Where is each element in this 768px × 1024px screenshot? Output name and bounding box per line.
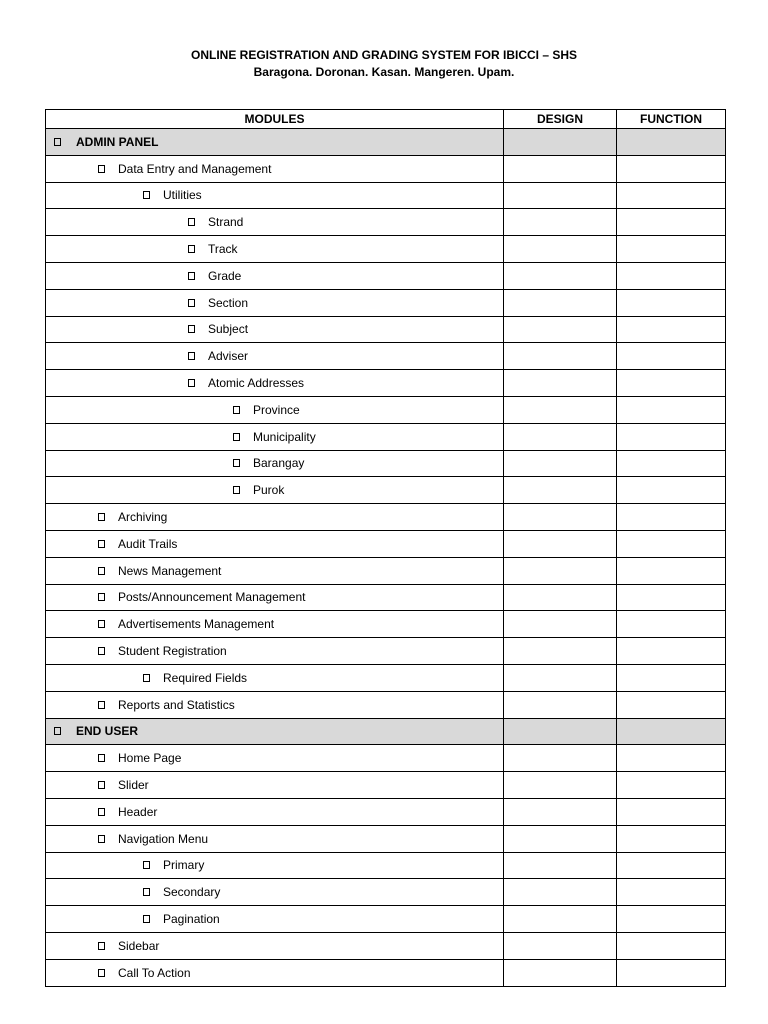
module-cell (46, 396, 504, 423)
module-label: Slider (118, 778, 149, 793)
design-cell (504, 772, 617, 799)
table-row (46, 959, 726, 986)
design-cell (504, 396, 617, 423)
checkbox-bullet-icon (143, 861, 150, 869)
table-header-row (46, 110, 726, 129)
module-label: Home Page (118, 751, 182, 766)
table-row (46, 370, 726, 397)
function-cell (617, 798, 726, 825)
module-label: Required Fields (163, 670, 248, 685)
module-label: Advertisements Management (118, 617, 275, 632)
function-cell (617, 477, 726, 504)
module-label: Utilities (163, 188, 202, 203)
module-cell (46, 584, 504, 611)
design-cell (504, 316, 617, 343)
checkbox-bullet-icon (98, 540, 105, 548)
checkbox-bullet-icon (143, 191, 150, 199)
module-label: Section (208, 295, 249, 310)
module-cell (46, 718, 504, 745)
table-row (46, 236, 726, 263)
checkbox-bullet-icon (188, 352, 195, 360)
table-row (46, 664, 726, 691)
module-label: Municipality (253, 429, 316, 444)
section-row (46, 718, 726, 745)
checkbox-bullet-icon (233, 486, 240, 494)
design-cell (504, 825, 617, 852)
module-cell (46, 852, 504, 879)
module-cell (46, 557, 504, 584)
table-row (46, 396, 726, 423)
table-row (46, 209, 726, 236)
function-cell (617, 879, 726, 906)
module-label: ADMIN PANEL (76, 134, 159, 149)
function-cell (617, 959, 726, 986)
checkbox-bullet-icon (98, 808, 105, 816)
section-row (46, 129, 726, 156)
checkbox-bullet-icon (188, 272, 195, 280)
design-cell (504, 236, 617, 263)
checkbox-bullet-icon (54, 727, 61, 735)
function-cell (617, 396, 726, 423)
module-label: Adviser (208, 349, 249, 364)
design-cell (504, 557, 617, 584)
module-cell (46, 182, 504, 209)
checkbox-bullet-icon (143, 915, 150, 923)
module-label: Sidebar (118, 938, 160, 953)
document-header (0, 47, 768, 81)
checkbox-bullet-icon (98, 593, 105, 601)
column-header-design: DESIGN (504, 110, 617, 129)
design-cell (504, 959, 617, 986)
module-label: Primary (163, 858, 205, 873)
design-cell (504, 691, 617, 718)
module-label: Secondary (163, 885, 221, 900)
table-row (46, 852, 726, 879)
function-cell (617, 316, 726, 343)
design-cell (504, 182, 617, 209)
module-checklist-table (45, 109, 726, 987)
checkbox-bullet-icon (98, 647, 105, 655)
checkbox-bullet-icon (188, 299, 195, 307)
checkbox-bullet-icon (188, 325, 195, 333)
module-label: Posts/Announcement Management (118, 590, 306, 605)
checkbox-bullet-icon (98, 567, 105, 575)
table-row (46, 530, 726, 557)
design-cell (504, 209, 617, 236)
checkbox-bullet-icon (188, 379, 195, 387)
function-cell (617, 691, 726, 718)
function-cell (617, 745, 726, 772)
function-cell (617, 155, 726, 182)
checkbox-bullet-icon (98, 781, 105, 789)
module-cell (46, 370, 504, 397)
design-cell (504, 477, 617, 504)
module-cell (46, 450, 504, 477)
module-cell (46, 906, 504, 933)
module-label: Call To Action (118, 965, 191, 980)
module-cell (46, 825, 504, 852)
function-cell (617, 129, 726, 156)
module-cell (46, 209, 504, 236)
module-cell (46, 504, 504, 531)
function-cell (617, 450, 726, 477)
document-authors: Baragona. Doronan. Kasan. Mangeren. Upam. (253, 65, 515, 79)
module-cell (46, 262, 504, 289)
table-row (46, 691, 726, 718)
function-cell (617, 370, 726, 397)
design-cell (504, 611, 617, 638)
function-cell (617, 343, 726, 370)
module-cell (46, 691, 504, 718)
checkbox-bullet-icon (98, 620, 105, 628)
table-row (46, 798, 726, 825)
checkbox-bullet-icon (143, 888, 150, 896)
table-row (46, 316, 726, 343)
table-row (46, 611, 726, 638)
table-row (46, 450, 726, 477)
module-label: END USER (76, 724, 139, 739)
design-cell (504, 745, 617, 772)
function-cell (617, 262, 726, 289)
checkbox-bullet-icon (188, 218, 195, 226)
module-label: Atomic Addresses (208, 376, 305, 391)
design-cell (504, 664, 617, 691)
table-row (46, 423, 726, 450)
module-label: Header (118, 804, 158, 819)
function-cell (617, 423, 726, 450)
checkbox-bullet-icon (98, 754, 105, 762)
module-cell (46, 129, 504, 156)
table-row (46, 879, 726, 906)
design-cell (504, 129, 617, 156)
table-row (46, 584, 726, 611)
design-cell (504, 718, 617, 745)
function-cell (617, 825, 726, 852)
function-cell (617, 906, 726, 933)
module-cell (46, 959, 504, 986)
table-row (46, 638, 726, 665)
function-cell (617, 209, 726, 236)
design-cell (504, 530, 617, 557)
function-cell (617, 584, 726, 611)
module-cell (46, 772, 504, 799)
design-cell (504, 638, 617, 665)
design-cell (504, 289, 617, 316)
checkbox-bullet-icon (98, 969, 105, 977)
module-label: Student Registration (118, 644, 227, 659)
module-label: Reports and Statistics (118, 697, 235, 712)
document-title: ONLINE REGISTRATION AND GRADING SYSTEM FOR IBICCI – SHS (190, 48, 578, 62)
module-label: Purok (253, 483, 285, 498)
module-cell (46, 477, 504, 504)
module-label: Audit Trails (118, 536, 178, 551)
function-cell (617, 638, 726, 665)
table-row (46, 557, 726, 584)
design-cell (504, 450, 617, 477)
module-label: Track (208, 242, 238, 257)
table-row (46, 772, 726, 799)
checkbox-bullet-icon (233, 433, 240, 441)
module-cell (46, 611, 504, 638)
checkbox-bullet-icon (143, 674, 150, 682)
function-cell (617, 504, 726, 531)
table-row (46, 289, 726, 316)
table-row (46, 182, 726, 209)
module-label: Navigation Menu (118, 831, 209, 846)
table-row (46, 504, 726, 531)
design-cell (504, 504, 617, 531)
checkbox-bullet-icon (188, 245, 195, 253)
function-cell (617, 718, 726, 745)
table-row (46, 745, 726, 772)
design-cell (504, 798, 617, 825)
function-cell (617, 236, 726, 263)
design-cell (504, 423, 617, 450)
module-label: Grade (208, 268, 242, 283)
column-header-modules: MODULES (46, 110, 504, 129)
module-label: Barangay (253, 456, 305, 471)
design-cell (504, 584, 617, 611)
design-cell (504, 155, 617, 182)
table-body (46, 129, 726, 987)
module-label: News Management (118, 563, 222, 578)
module-cell (46, 155, 504, 182)
module-label: Subject (208, 322, 249, 337)
module-cell (46, 932, 504, 959)
module-cell (46, 423, 504, 450)
table-row (46, 825, 726, 852)
design-cell (504, 262, 617, 289)
design-cell (504, 879, 617, 906)
module-cell (46, 798, 504, 825)
module-label: Strand (208, 215, 244, 230)
module-cell (46, 745, 504, 772)
table-row (46, 932, 726, 959)
module-cell (46, 638, 504, 665)
function-cell (617, 852, 726, 879)
module-cell (46, 236, 504, 263)
function-cell (617, 182, 726, 209)
function-cell (617, 932, 726, 959)
function-cell (617, 611, 726, 638)
function-cell (617, 289, 726, 316)
table-row (46, 477, 726, 504)
design-cell (504, 852, 617, 879)
module-label: Archiving (118, 510, 168, 525)
module-cell (46, 530, 504, 557)
checkbox-bullet-icon (98, 835, 105, 843)
table-row (46, 343, 726, 370)
module-label: Pagination (163, 912, 220, 926)
module-cell (46, 879, 504, 906)
table-row (46, 906, 726, 933)
checkbox-bullet-icon (233, 406, 240, 414)
module-label: Province (253, 402, 300, 417)
column-header-function: FUNCTION (617, 110, 726, 129)
checkbox-bullet-icon (54, 138, 61, 146)
module-cell (46, 664, 504, 691)
table-row (46, 262, 726, 289)
design-cell (504, 343, 617, 370)
design-cell (504, 932, 617, 959)
design-cell (504, 370, 617, 397)
checkbox-bullet-icon (98, 513, 105, 521)
function-cell (617, 557, 726, 584)
checkbox-bullet-icon (98, 942, 105, 950)
function-cell (617, 772, 726, 799)
module-cell (46, 289, 504, 316)
module-cell (46, 316, 504, 343)
function-cell (617, 530, 726, 557)
table-row (46, 155, 726, 182)
checkbox-bullet-icon (98, 701, 105, 709)
module-label: Data Entry and Management (118, 161, 272, 176)
module-cell (46, 343, 504, 370)
function-cell (617, 664, 726, 691)
checkbox-bullet-icon (233, 459, 240, 467)
checkbox-bullet-icon (98, 165, 105, 173)
design-cell (504, 906, 617, 933)
